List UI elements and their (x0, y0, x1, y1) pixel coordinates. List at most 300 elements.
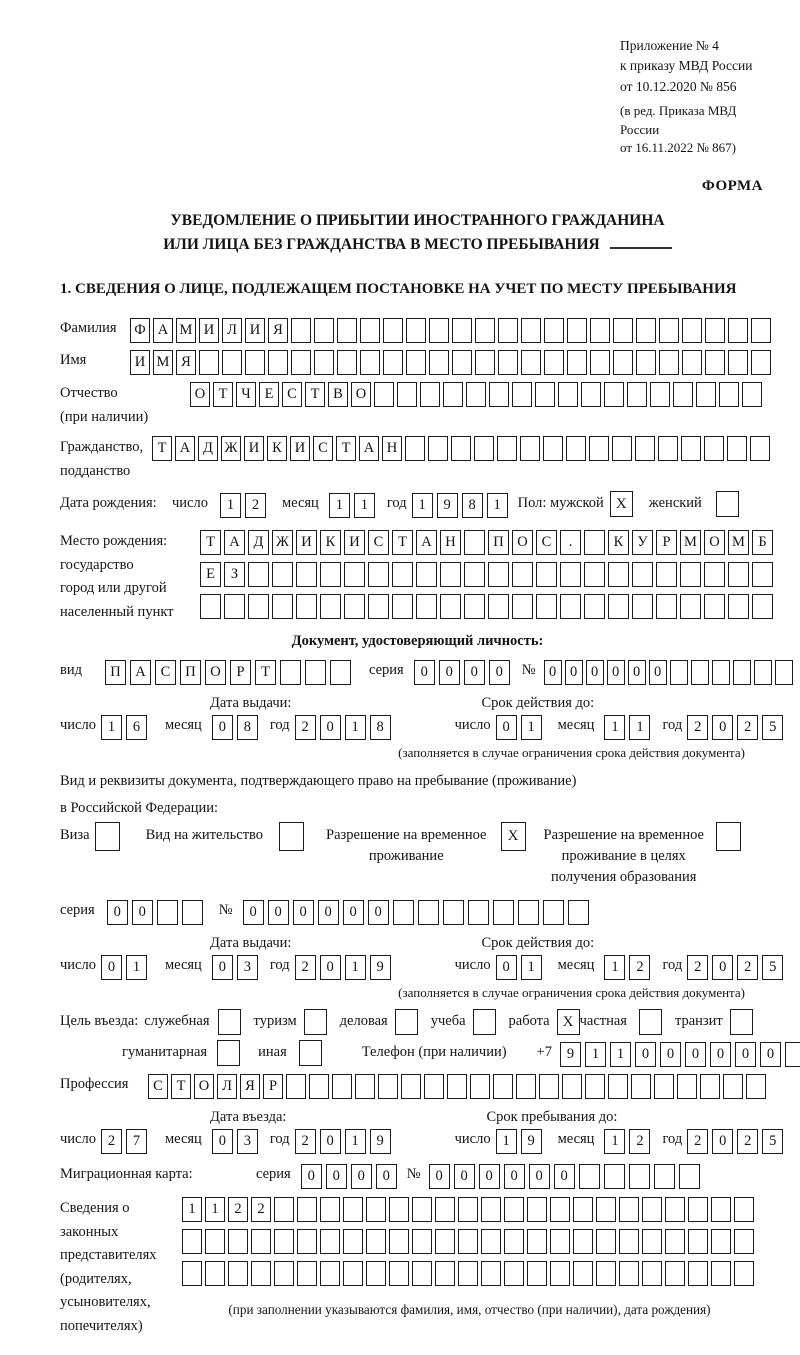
char-box[interactable]: 8 (370, 715, 391, 740)
char-box[interactable] (464, 562, 485, 587)
char-box[interactable] (608, 594, 629, 619)
char-box[interactable] (314, 350, 334, 375)
char-box[interactable] (481, 1261, 501, 1286)
char-box[interactable]: 9 (560, 1042, 581, 1067)
char-box[interactable]: 0 (243, 900, 264, 925)
char-box[interactable] (245, 350, 265, 375)
char-box[interactable] (199, 350, 219, 375)
char-box[interactable] (512, 382, 532, 407)
char-box[interactable] (688, 1261, 708, 1286)
char-box[interactable]: И (199, 318, 219, 343)
char-box[interactable] (727, 436, 747, 461)
char-box[interactable] (406, 350, 426, 375)
checkbox-purpose-tourism[interactable] (304, 1009, 327, 1035)
char-box[interactable] (420, 382, 440, 407)
char-box[interactable] (397, 382, 417, 407)
char-box[interactable] (567, 318, 587, 343)
char-box[interactable]: С (148, 1074, 168, 1099)
char-box[interactable]: 0 (496, 715, 517, 740)
char-box[interactable] (704, 594, 725, 619)
char-box[interactable]: Ж (272, 530, 293, 555)
char-box[interactable]: И (130, 350, 150, 375)
char-box[interactable] (497, 436, 517, 461)
char-box[interactable]: И (296, 530, 317, 555)
char-box[interactable]: П (180, 660, 201, 685)
char-box[interactable] (428, 436, 448, 461)
char-box[interactable] (451, 436, 471, 461)
char-box[interactable] (309, 1074, 329, 1099)
char-box[interactable] (705, 350, 725, 375)
char-box[interactable]: 1 (604, 715, 625, 740)
char-box[interactable] (677, 1074, 697, 1099)
char-box[interactable] (516, 1074, 536, 1099)
char-box[interactable]: 0 (554, 1164, 575, 1189)
char-box[interactable] (368, 562, 389, 587)
char-box[interactable] (650, 382, 670, 407)
char-box[interactable] (654, 1164, 675, 1189)
char-box[interactable] (596, 1197, 616, 1222)
char-box[interactable] (205, 1229, 225, 1254)
char-box[interactable] (224, 594, 245, 619)
char-box[interactable] (378, 1074, 398, 1099)
char-box[interactable]: А (416, 530, 437, 555)
char-box[interactable] (393, 900, 414, 925)
char-box[interactable]: П (105, 660, 126, 685)
char-box[interactable] (550, 1261, 570, 1286)
char-box[interactable]: 0 (504, 1164, 525, 1189)
char-box[interactable] (550, 1229, 570, 1254)
char-box[interactable]: 0 (712, 955, 733, 980)
char-box[interactable]: К (267, 436, 287, 461)
char-box[interactable] (665, 1197, 685, 1222)
char-box[interactable]: 0 (414, 660, 435, 685)
char-box[interactable] (406, 318, 426, 343)
char-box[interactable] (355, 1074, 375, 1099)
char-box[interactable] (680, 594, 701, 619)
char-box[interactable] (405, 436, 425, 461)
char-box[interactable] (691, 660, 709, 685)
char-box[interactable] (512, 594, 533, 619)
char-box[interactable]: К (320, 530, 341, 555)
char-box[interactable] (581, 382, 601, 407)
char-box[interactable] (673, 382, 693, 407)
char-box[interactable] (228, 1229, 248, 1254)
char-box[interactable] (320, 562, 341, 587)
char-box[interactable] (435, 1261, 455, 1286)
char-box[interactable] (642, 1197, 662, 1222)
char-box[interactable] (705, 318, 725, 343)
char-box[interactable]: Н (440, 530, 461, 555)
char-box[interactable] (297, 1261, 317, 1286)
char-box[interactable]: 1 (585, 1042, 606, 1067)
char-box[interactable] (493, 900, 514, 925)
char-box[interactable] (688, 1229, 708, 1254)
char-box[interactable] (536, 562, 557, 587)
char-box[interactable]: Ф (130, 318, 150, 343)
char-box[interactable]: О (205, 660, 226, 685)
char-box[interactable] (458, 1261, 478, 1286)
char-box[interactable] (392, 594, 413, 619)
char-box[interactable]: 0 (351, 1164, 372, 1189)
char-box[interactable]: . (560, 530, 581, 555)
char-box[interactable] (443, 900, 464, 925)
char-box[interactable]: 0 (586, 660, 604, 685)
char-box[interactable] (775, 660, 793, 685)
char-box[interactable] (642, 1261, 662, 1286)
char-box[interactable] (654, 1074, 674, 1099)
char-box[interactable]: 1 (610, 1042, 631, 1067)
char-box[interactable] (470, 1074, 490, 1099)
char-box[interactable]: Т (200, 530, 221, 555)
char-box[interactable] (728, 562, 749, 587)
char-box[interactable] (475, 318, 495, 343)
char-box[interactable]: 6 (126, 715, 147, 740)
char-box[interactable] (498, 318, 518, 343)
char-box[interactable] (613, 318, 633, 343)
char-box[interactable]: 0 (268, 900, 289, 925)
char-box[interactable] (604, 382, 624, 407)
char-box[interactable]: С (155, 660, 176, 685)
char-box[interactable]: Р (230, 660, 251, 685)
char-box[interactable]: Б (752, 530, 773, 555)
char-box[interactable] (728, 318, 748, 343)
char-box[interactable] (550, 1197, 570, 1222)
char-box[interactable] (659, 318, 679, 343)
char-box[interactable]: 5 (762, 715, 783, 740)
char-box[interactable]: 0 (212, 715, 233, 740)
char-box[interactable]: М (728, 530, 749, 555)
char-box[interactable]: 0 (479, 1164, 500, 1189)
char-box[interactable] (200, 594, 221, 619)
char-box[interactable]: 9 (437, 493, 458, 518)
char-box[interactable]: 0 (212, 1129, 233, 1154)
char-box[interactable]: Т (255, 660, 276, 685)
char-box[interactable]: О (704, 530, 725, 555)
char-box[interactable] (752, 594, 773, 619)
char-box[interactable] (182, 1261, 202, 1286)
char-box[interactable] (750, 436, 770, 461)
char-box[interactable] (330, 660, 351, 685)
char-box[interactable] (688, 1197, 708, 1222)
char-box[interactable] (590, 318, 610, 343)
char-box[interactable] (360, 318, 380, 343)
char-box[interactable]: 7 (126, 1129, 147, 1154)
char-box[interactable] (636, 318, 656, 343)
char-box[interactable] (251, 1229, 271, 1254)
char-box[interactable] (682, 318, 702, 343)
char-box[interactable] (305, 660, 326, 685)
char-box[interactable] (344, 562, 365, 587)
char-box[interactable] (412, 1197, 432, 1222)
char-box[interactable]: Н (382, 436, 402, 461)
checkbox-purpose-private[interactable] (639, 1009, 662, 1035)
char-box[interactable]: 0 (628, 660, 646, 685)
char-box[interactable] (320, 1229, 340, 1254)
char-box[interactable]: 0 (529, 1164, 550, 1189)
char-box[interactable] (665, 1261, 685, 1286)
char-box[interactable] (337, 318, 357, 343)
char-box[interactable] (205, 1261, 225, 1286)
char-box[interactable] (343, 1261, 363, 1286)
char-box[interactable]: 0 (376, 1164, 397, 1189)
char-box[interactable]: 0 (320, 1129, 341, 1154)
char-box[interactable] (543, 900, 564, 925)
char-box[interactable]: 1 (345, 1129, 366, 1154)
char-box[interactable] (320, 1197, 340, 1222)
char-box[interactable] (543, 436, 563, 461)
char-box[interactable]: Т (305, 382, 325, 407)
char-box[interactable] (468, 900, 489, 925)
char-box[interactable] (608, 1074, 628, 1099)
char-box[interactable] (248, 562, 269, 587)
char-box[interactable]: 2 (687, 715, 708, 740)
char-box[interactable]: 1 (220, 493, 241, 518)
char-box[interactable] (752, 562, 773, 587)
char-box[interactable]: С (313, 436, 333, 461)
char-box[interactable]: 2 (737, 715, 758, 740)
char-box[interactable] (584, 594, 605, 619)
char-box[interactable]: 2 (228, 1197, 248, 1222)
char-box[interactable] (481, 1229, 501, 1254)
char-box[interactable]: М (680, 530, 701, 555)
char-box[interactable] (659, 350, 679, 375)
char-box[interactable] (416, 562, 437, 587)
char-box[interactable] (746, 1074, 766, 1099)
char-box[interactable] (504, 1261, 524, 1286)
char-box[interactable]: 0 (132, 900, 153, 925)
char-box[interactable]: 0 (565, 660, 583, 685)
char-box[interactable] (440, 562, 461, 587)
char-box[interactable] (656, 562, 677, 587)
checkbox-sex-male[interactable]: X (610, 491, 633, 517)
char-box[interactable]: У (632, 530, 653, 555)
char-box[interactable] (251, 1261, 271, 1286)
char-box[interactable]: 2 (251, 1197, 271, 1222)
char-box[interactable]: 1 (629, 715, 650, 740)
char-box[interactable]: 0 (649, 660, 667, 685)
char-box[interactable]: Я (176, 350, 196, 375)
checkbox-visa[interactable] (95, 822, 120, 851)
checkbox-purpose-transit[interactable] (730, 1009, 753, 1035)
char-box[interactable] (280, 660, 301, 685)
char-box[interactable] (435, 1197, 455, 1222)
char-box[interactable] (704, 562, 725, 587)
char-box[interactable] (332, 1074, 352, 1099)
char-box[interactable]: И (344, 530, 365, 555)
char-box[interactable] (452, 350, 472, 375)
char-box[interactable] (512, 562, 533, 587)
char-box[interactable] (711, 1229, 731, 1254)
char-box[interactable] (733, 660, 751, 685)
char-box[interactable] (518, 900, 539, 925)
char-box[interactable]: И (244, 436, 264, 461)
char-box[interactable]: 2 (101, 1129, 122, 1154)
char-box[interactable] (627, 382, 647, 407)
char-box[interactable]: 1 (521, 955, 542, 980)
char-box[interactable]: Д (198, 436, 218, 461)
char-box[interactable] (291, 318, 311, 343)
char-box[interactable] (596, 1261, 616, 1286)
char-box[interactable] (435, 1229, 455, 1254)
char-box[interactable] (337, 350, 357, 375)
char-box[interactable] (286, 1074, 306, 1099)
char-box[interactable] (314, 318, 334, 343)
char-box[interactable] (751, 318, 771, 343)
char-box[interactable] (296, 594, 317, 619)
char-box[interactable] (584, 530, 605, 555)
char-box[interactable]: 0 (544, 660, 562, 685)
char-box[interactable] (498, 350, 518, 375)
char-box[interactable]: 1 (521, 715, 542, 740)
char-box[interactable] (613, 350, 633, 375)
char-box[interactable]: 0 (293, 900, 314, 925)
char-box[interactable] (272, 562, 293, 587)
char-box[interactable]: 0 (343, 900, 364, 925)
char-box[interactable]: П (488, 530, 509, 555)
char-box[interactable]: Л (222, 318, 242, 343)
char-box[interactable] (719, 382, 739, 407)
char-box[interactable]: Т (152, 436, 172, 461)
char-box[interactable] (222, 350, 242, 375)
char-box[interactable]: 2 (295, 955, 316, 980)
char-box[interactable]: 1 (345, 955, 366, 980)
checkbox-purpose-humanitarian[interactable] (217, 1040, 240, 1066)
char-box[interactable] (157, 900, 178, 925)
char-box[interactable] (560, 594, 581, 619)
char-box[interactable]: 1 (604, 955, 625, 980)
checkbox-purpose-other[interactable] (299, 1040, 322, 1066)
char-box[interactable] (343, 1229, 363, 1254)
char-box[interactable]: Т (213, 382, 233, 407)
char-box[interactable] (504, 1197, 524, 1222)
char-box[interactable] (320, 1261, 340, 1286)
char-box[interactable]: 1 (412, 493, 433, 518)
char-box[interactable]: 0 (107, 900, 128, 925)
char-box[interactable] (474, 436, 494, 461)
char-box[interactable] (464, 530, 485, 555)
char-box[interactable]: 9 (521, 1129, 542, 1154)
char-box[interactable] (374, 382, 394, 407)
char-box[interactable] (619, 1229, 639, 1254)
char-box[interactable] (368, 594, 389, 619)
char-box[interactable] (751, 350, 771, 375)
char-box[interactable] (723, 1074, 743, 1099)
char-box[interactable] (412, 1261, 432, 1286)
char-box[interactable] (589, 436, 609, 461)
char-box[interactable]: В (328, 382, 348, 407)
char-box[interactable] (481, 1197, 501, 1222)
char-box[interactable] (567, 350, 587, 375)
char-box[interactable] (704, 436, 724, 461)
char-box[interactable] (504, 1229, 524, 1254)
char-box[interactable]: 0 (489, 660, 510, 685)
char-box[interactable] (248, 594, 269, 619)
char-box[interactable] (182, 1229, 202, 1254)
char-box[interactable] (291, 350, 311, 375)
char-box[interactable] (573, 1261, 593, 1286)
char-box[interactable]: 1 (101, 715, 122, 740)
char-box[interactable]: Е (200, 562, 221, 587)
char-box[interactable]: 1 (345, 715, 366, 740)
char-box[interactable]: 9 (370, 1129, 391, 1154)
char-box[interactable]: 0 (685, 1042, 706, 1067)
char-box[interactable]: 0 (710, 1042, 731, 1067)
char-box[interactable] (728, 350, 748, 375)
char-box[interactable]: С (368, 530, 389, 555)
char-box[interactable]: 0 (760, 1042, 781, 1067)
char-box[interactable] (535, 382, 555, 407)
char-box[interactable]: 0 (101, 955, 122, 980)
char-box[interactable] (658, 436, 678, 461)
char-box[interactable]: Т (171, 1074, 191, 1099)
char-box[interactable]: Е (259, 382, 279, 407)
char-box[interactable] (297, 1197, 317, 1222)
char-box[interactable]: 1 (354, 493, 375, 518)
char-box[interactable] (360, 350, 380, 375)
char-box[interactable] (566, 436, 586, 461)
checkbox-edu-permit[interactable] (716, 822, 741, 851)
char-box[interactable]: И (245, 318, 265, 343)
char-box[interactable]: М (153, 350, 173, 375)
char-box[interactable]: О (512, 530, 533, 555)
char-box[interactable] (734, 1197, 754, 1222)
char-box[interactable] (296, 562, 317, 587)
char-box[interactable]: О (351, 382, 371, 407)
char-box[interactable] (642, 1229, 662, 1254)
char-box[interactable] (636, 350, 656, 375)
char-box[interactable]: 2 (295, 1129, 316, 1154)
char-box[interactable] (754, 660, 772, 685)
char-box[interactable]: Ч (236, 382, 256, 407)
char-box[interactable] (558, 382, 578, 407)
char-box[interactable] (536, 594, 557, 619)
char-box[interactable] (452, 318, 472, 343)
char-box[interactable] (632, 594, 653, 619)
char-box[interactable] (429, 318, 449, 343)
char-box[interactable] (429, 350, 449, 375)
char-box[interactable] (424, 1074, 444, 1099)
char-box[interactable] (670, 660, 688, 685)
char-box[interactable]: 2 (245, 493, 266, 518)
char-box[interactable]: 2 (737, 1129, 758, 1154)
char-box[interactable] (584, 562, 605, 587)
char-box[interactable]: 1 (604, 1129, 625, 1154)
char-box[interactable] (679, 1164, 700, 1189)
char-box[interactable]: 1 (126, 955, 147, 980)
char-box[interactable] (562, 1074, 582, 1099)
char-box[interactable]: 2 (737, 955, 758, 980)
char-box[interactable] (274, 1261, 294, 1286)
char-box[interactable] (344, 594, 365, 619)
checkbox-temp-permit[interactable]: X (501, 822, 526, 851)
char-box[interactable] (493, 1074, 513, 1099)
char-box[interactable]: 1 (205, 1197, 225, 1222)
char-box[interactable]: 0 (660, 1042, 681, 1067)
char-box[interactable] (539, 1074, 559, 1099)
char-box[interactable] (544, 350, 564, 375)
char-box[interactable] (527, 1261, 547, 1286)
char-box[interactable]: 5 (762, 955, 783, 980)
char-box[interactable] (418, 900, 439, 925)
char-box[interactable]: 0 (712, 1129, 733, 1154)
char-box[interactable] (700, 1074, 720, 1099)
char-box[interactable]: 8 (462, 493, 483, 518)
char-box[interactable]: 0 (607, 660, 625, 685)
char-box[interactable] (742, 382, 762, 407)
char-box[interactable] (682, 350, 702, 375)
char-box[interactable]: 8 (237, 715, 258, 740)
char-box[interactable]: 0 (320, 715, 341, 740)
